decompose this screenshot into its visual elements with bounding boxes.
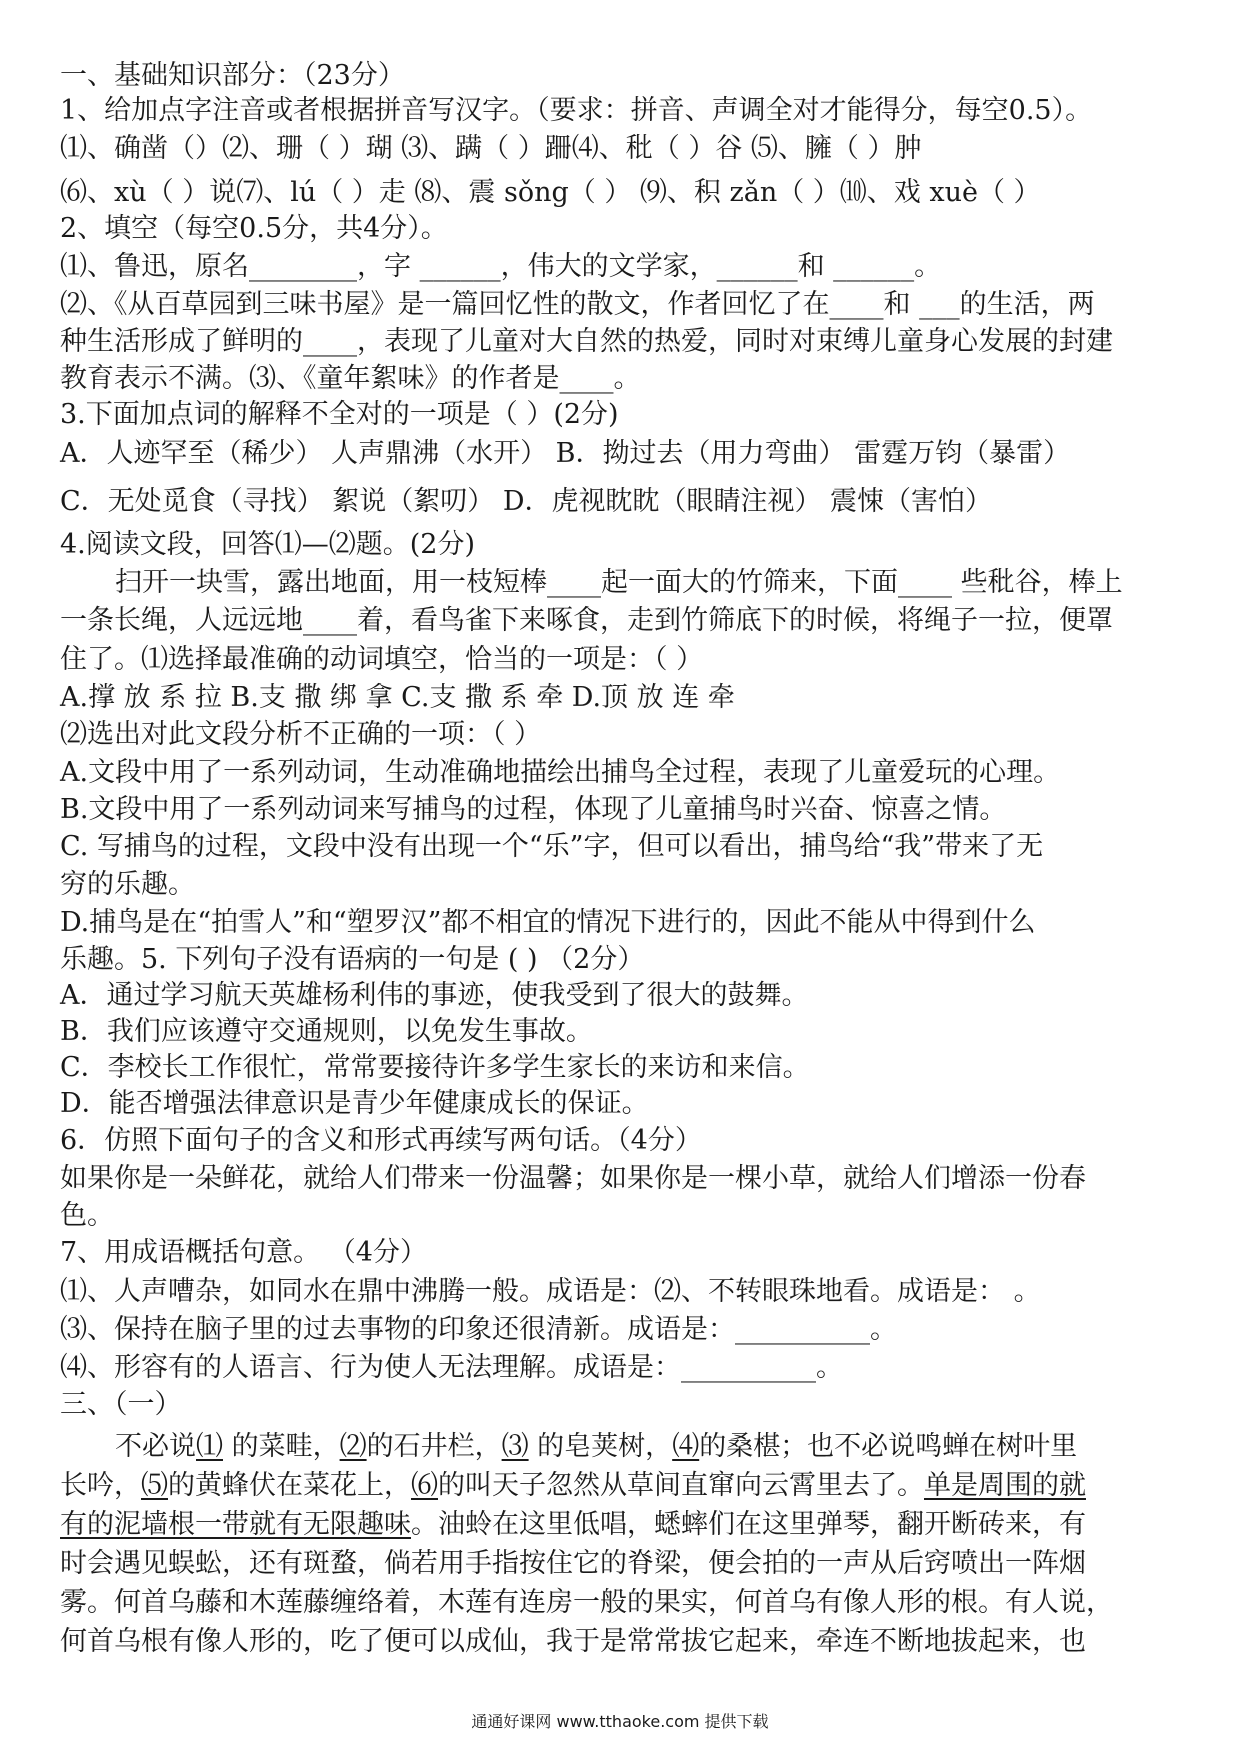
blank-3: ⑶ [501,1431,529,1462]
question-7-item-4: ⑷、形容有的人语言、行为使人无法理解。成语是：__________。 [60,1352,843,1383]
question-1-line-2: ⑹、xù（ ）说⑺、lú（ ）走 ⑻、震 sǒng（ ） ⑼、积 zǎn（ ）⑽、戏 xuè（ ） [60,177,1041,208]
passage-text: 的菜畦， [223,1431,340,1462]
question-4-2-option-a: A.文段中用了一系列动词，生动准确地描绘出捕鸟全过程，表现了儿童爱玩的心理。 [60,757,1061,788]
question-2-item-3: 教育表示不满。⑶、《童年絮味》的作者是____。 [60,363,641,394]
question-4-2-option-c-cont: 穷的乐趣。 [60,869,195,900]
question-1-line-1: ⑴、确凿（）⑵、珊（ ）瑚 ⑶、蹒（ ）跚⑷、秕（ ）谷 ⑸、臃（ ）肿 [60,133,922,164]
passage-paragraph-line: 一条长绳，人远远地____着，看鸟雀下来啄食，走到竹筛底下的时候，将绳子一拉，便罩 [60,605,1113,636]
question-5-option-a: A．通过学习航天英雄杨利伟的事迹，使我受到了很大的鼓舞。 [60,980,809,1011]
question-2-item-2-cont: 种生活形成了鲜明的____，表现了儿童对大自然的热爱，同时对束缚儿童身心发展的封建 [60,326,1113,357]
section-3-heading: 三、（一） [60,1389,182,1420]
blank-6: ⑹ [411,1470,438,1501]
reading-passage-line: 时会遇见蜈蚣，还有斑蝥，倘若用手指按住它的脊梁，便会拍的一声从后窍喷出一阵烟 [60,1548,1086,1579]
question-7-title: 7、用成语概括句意。 （4分） [60,1237,427,1268]
reading-passage-line [60,1508,1086,1542]
question-4-2-option-d: D.捕鸟是在“拍雪人”和“塑罗汉”都不相宜的情况下进行的，因此不能从中得到什么 [60,907,1036,938]
question-4-title: 4.阅读文段，回答⑴—⑵题。(2分) [60,529,476,560]
question-2-item-1: ⑴、鲁迅，原名________，字 ______，伟大的文学家，______和 ______。 [60,251,942,282]
blank-4: ⑷ [672,1431,700,1462]
question-2-title: 2、填空（每空0.5分，共4分）。 [60,213,448,244]
question-5-option-c: C．李校长工作很忙，常常要接待许多学生家长的来访和来信。 [60,1052,810,1083]
underlined-sentence: 单是周围的就 [924,1470,1086,1501]
question-5-option-b: B．我们应该遵守交通规则，以免发生事故。 [60,1016,593,1047]
question-5-option-d: D．能否增强法律意识是青少年健康成长的保证。 [60,1088,649,1119]
question-7-item-3: ⑶、保持在脑子里的过去事物的印象还很清新。成语是：__________。 [60,1314,897,1345]
blank-2: ⑵ [339,1431,367,1462]
passage-text: 的石井栏， [366,1431,502,1462]
page-footer: 通通好课网 www.tthaoke.com 提供下载 [471,1712,769,1731]
passage-paragraph-line: 住了。⑴选择最准确的动词填空，恰当的一项是：（ ） [60,644,704,675]
underlined-sentence: 有的泥墙根一带就有无限趣味 [60,1509,411,1540]
reading-passage-line [115,1430,1077,1464]
question-1-title: 1、给加点字注音或者根据拼音写汉字。（要求：拼音、声调全对才能得分，每空0.5）。 [60,95,1093,126]
reading-passage-line [60,1469,1086,1503]
passage-text: 的桑椹；也不必说鸣蝉在树叶里 [699,1431,1078,1462]
question-3-option-ab: A．人迹罕至（稀少） 人声鼎沸（水开） B．拗过去（用力弯曲） 雷霆万钧（暴雷） [60,438,1071,469]
question-6-title: 6．仿照下面句子的含义和形式再续写两句话。（4分） [60,1125,702,1156]
passage-paragraph-line: 扫开一块雪，露出地面，用一枝短棒____起一面大的竹筛来，下面____ 些秕谷，棒上 [115,567,1123,598]
blank-5: ⑸ [141,1470,168,1501]
question-4-1-options: A.撑 放 系 拉 B.支 撒 绑 拿 C.支 撒 系 牵 D.顶 放 连 牵 [60,682,735,713]
reading-passage-line: 雾。何首乌藤和木莲藤缠络着，木莲有连房一般的果实，何首乌有像人形的根。有人说， [60,1587,1113,1618]
question-5-title: 乐趣。5. 下列句子没有语病的一句是 ( ) （2分） [60,944,645,975]
reading-passage-line: 何首乌根有像人形的，吃了便可以成仙，我于是常常拔它起来，牵连不断地拔起来，也 [60,1626,1086,1657]
question-4-2-title: ⑵选出对此文段分析不正确的一项：（ ） [60,719,542,750]
passage-text: 不必说 [115,1431,196,1462]
question-3-title: 3.下面加点词的解释不全对的一项是（ ）(2分) [60,399,619,430]
question-6-example: 如果你是一朵鲜花，就给人们带来一份温馨；如果你是一棵小草，就给人们增添一份春 [60,1163,1086,1194]
passage-text: 的叫天子忽然从草间直窜向云霄里去了。 [438,1470,924,1501]
question-7-item-1-2: ⑴、人声嘈杂，如同水在鼎中沸腾一般。成语是：⑵、不转眼珠地看。成语是： 。 [60,1276,1041,1307]
passage-text: 的皂荚树， [528,1431,673,1462]
question-4-2-option-c: C. 写捕鸟的过程，文段中没有出现一个“乐”字，但可以看出，捕鸟给“我”带来了无 [60,831,1044,862]
question-3-option-cd: C．无处觅食（寻找） 絮说（絮叨） D．虎视眈眈（眼睛注视） 震悚（害怕） [60,486,993,517]
blank-1: ⑴ [196,1431,223,1462]
passage-text: 。油蛉在这里低唱，蟋蟀们在这里弹琴，翻开断砖来，有 [411,1509,1086,1540]
question-4-2-option-b: B.文段中用了一系列动词来写捕鸟的过程，体现了儿童捕鸟时兴奋、惊喜之情。 [60,794,1007,825]
passage-text: 的黄蜂伏在菜花上， [168,1470,411,1501]
passage-text: 长吟， [60,1470,141,1501]
section-heading: 一、基础知识部分：（23分） [60,60,405,91]
question-2-item-2: ⑵、《从百草园到三味书屋》是一篇回忆性的散文，作者回忆了在____和 ___的生活，两 [60,289,1095,320]
question-6-example-cont: 色。 [60,1200,114,1231]
